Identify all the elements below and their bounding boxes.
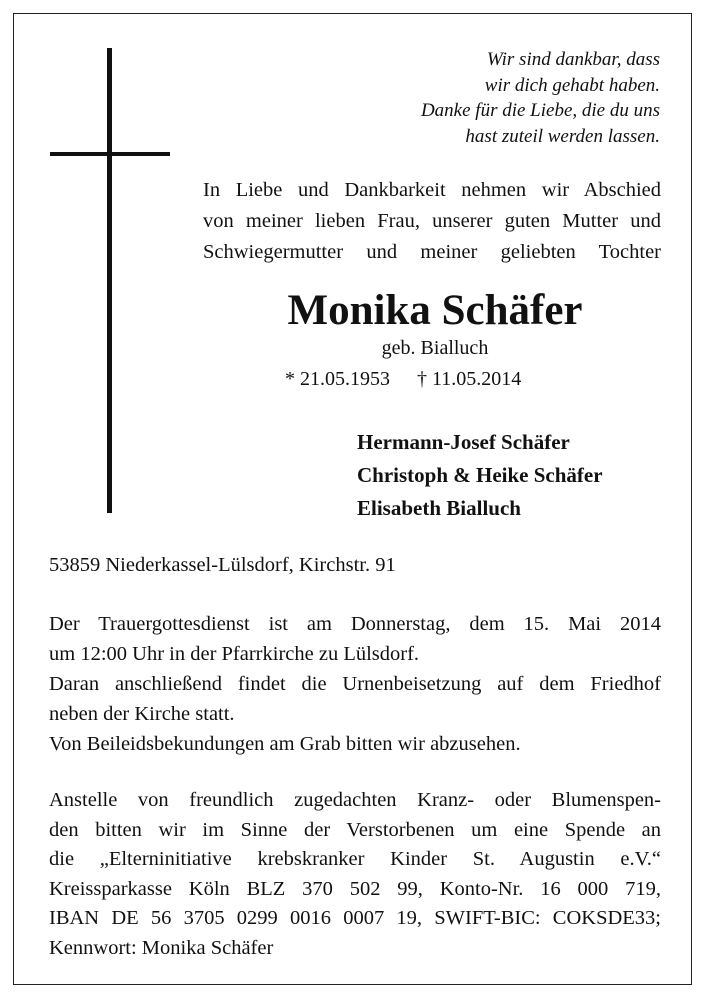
intro-line: von meiner lieben Frau, unserer guten Mutter und [203, 210, 661, 232]
donation-line: Kennwort: Monika Schäfer [49, 936, 274, 959]
donation-line: die „Elterninitiative krebskranker Kinder St. Augustin e.V.“ [49, 848, 661, 870]
death-date: † 11.05.2014 [417, 368, 522, 390]
birth-date: * 21.05.1953 [285, 368, 390, 390]
poem-line: wir dich gehabt haben. [484, 74, 660, 96]
funeral-service-info [49, 609, 661, 759]
intro-line: Schwiegermutter und meiner geliebten Tochter [203, 241, 661, 263]
donation-line: IBAN DE 56 3705 0299 0016 0007 19, SWIFT-BIC: COKSDE33; [49, 907, 661, 929]
mourners-list [357, 426, 603, 525]
donation-request [49, 786, 661, 963]
mourner-name: Elisabeth Bialluch [357, 496, 521, 520]
cross-icon-bar [50, 152, 170, 156]
family-address: 53859 Niederkassel-Lülsdorf, Kirchstr. 91 [49, 554, 396, 576]
poem-line: hast zuteil werden lassen. [465, 125, 660, 147]
mourner-name: Christoph & Heike Schäfer [357, 463, 603, 487]
service-line: um 12:00 Uhr in der Pfarrkirche zu Lülsdorf. [49, 643, 420, 665]
memorial-poem [421, 47, 660, 149]
service-line: Daran anschließend findet die Urnenbeisetzung auf dem Friedhof [49, 673, 661, 695]
intro-line: In Liebe und Dankbarkeit nehmen wir Abschied [203, 179, 661, 201]
service-line: Von Beileidsbekundungen am Grab bitten wir abzusehen. [49, 733, 521, 755]
poem-line: Wir sind dankbar, dass [486, 49, 660, 70]
mourner-name: Hermann-Josef Schäfer [357, 430, 570, 454]
service-line: Der Trauergottesdienst ist am Donnerstag, dem 15. Mai 2014 [49, 613, 661, 635]
donation-line: den bitten wir im Sinne der Verstorbenen um eine Spende an [49, 818, 661, 841]
donation-line: Kreissparkasse Köln BLZ 370 502 99, Konto-Nr. 16 000 719, [49, 877, 661, 900]
donation-line: Anstelle von freundlich zugedachten Kranz- oder Blumenspen- [49, 789, 661, 811]
poem-line: Danke für die Liebe, die du uns [420, 100, 660, 121]
service-line: neben der Kirche statt. [49, 703, 235, 725]
farewell-intro [203, 175, 661, 268]
deceased-name: Monika Schäfer [287, 287, 583, 334]
life-dates [285, 366, 521, 392]
born-name: geb. Bialluch [381, 337, 489, 359]
cross-icon [107, 48, 112, 513]
